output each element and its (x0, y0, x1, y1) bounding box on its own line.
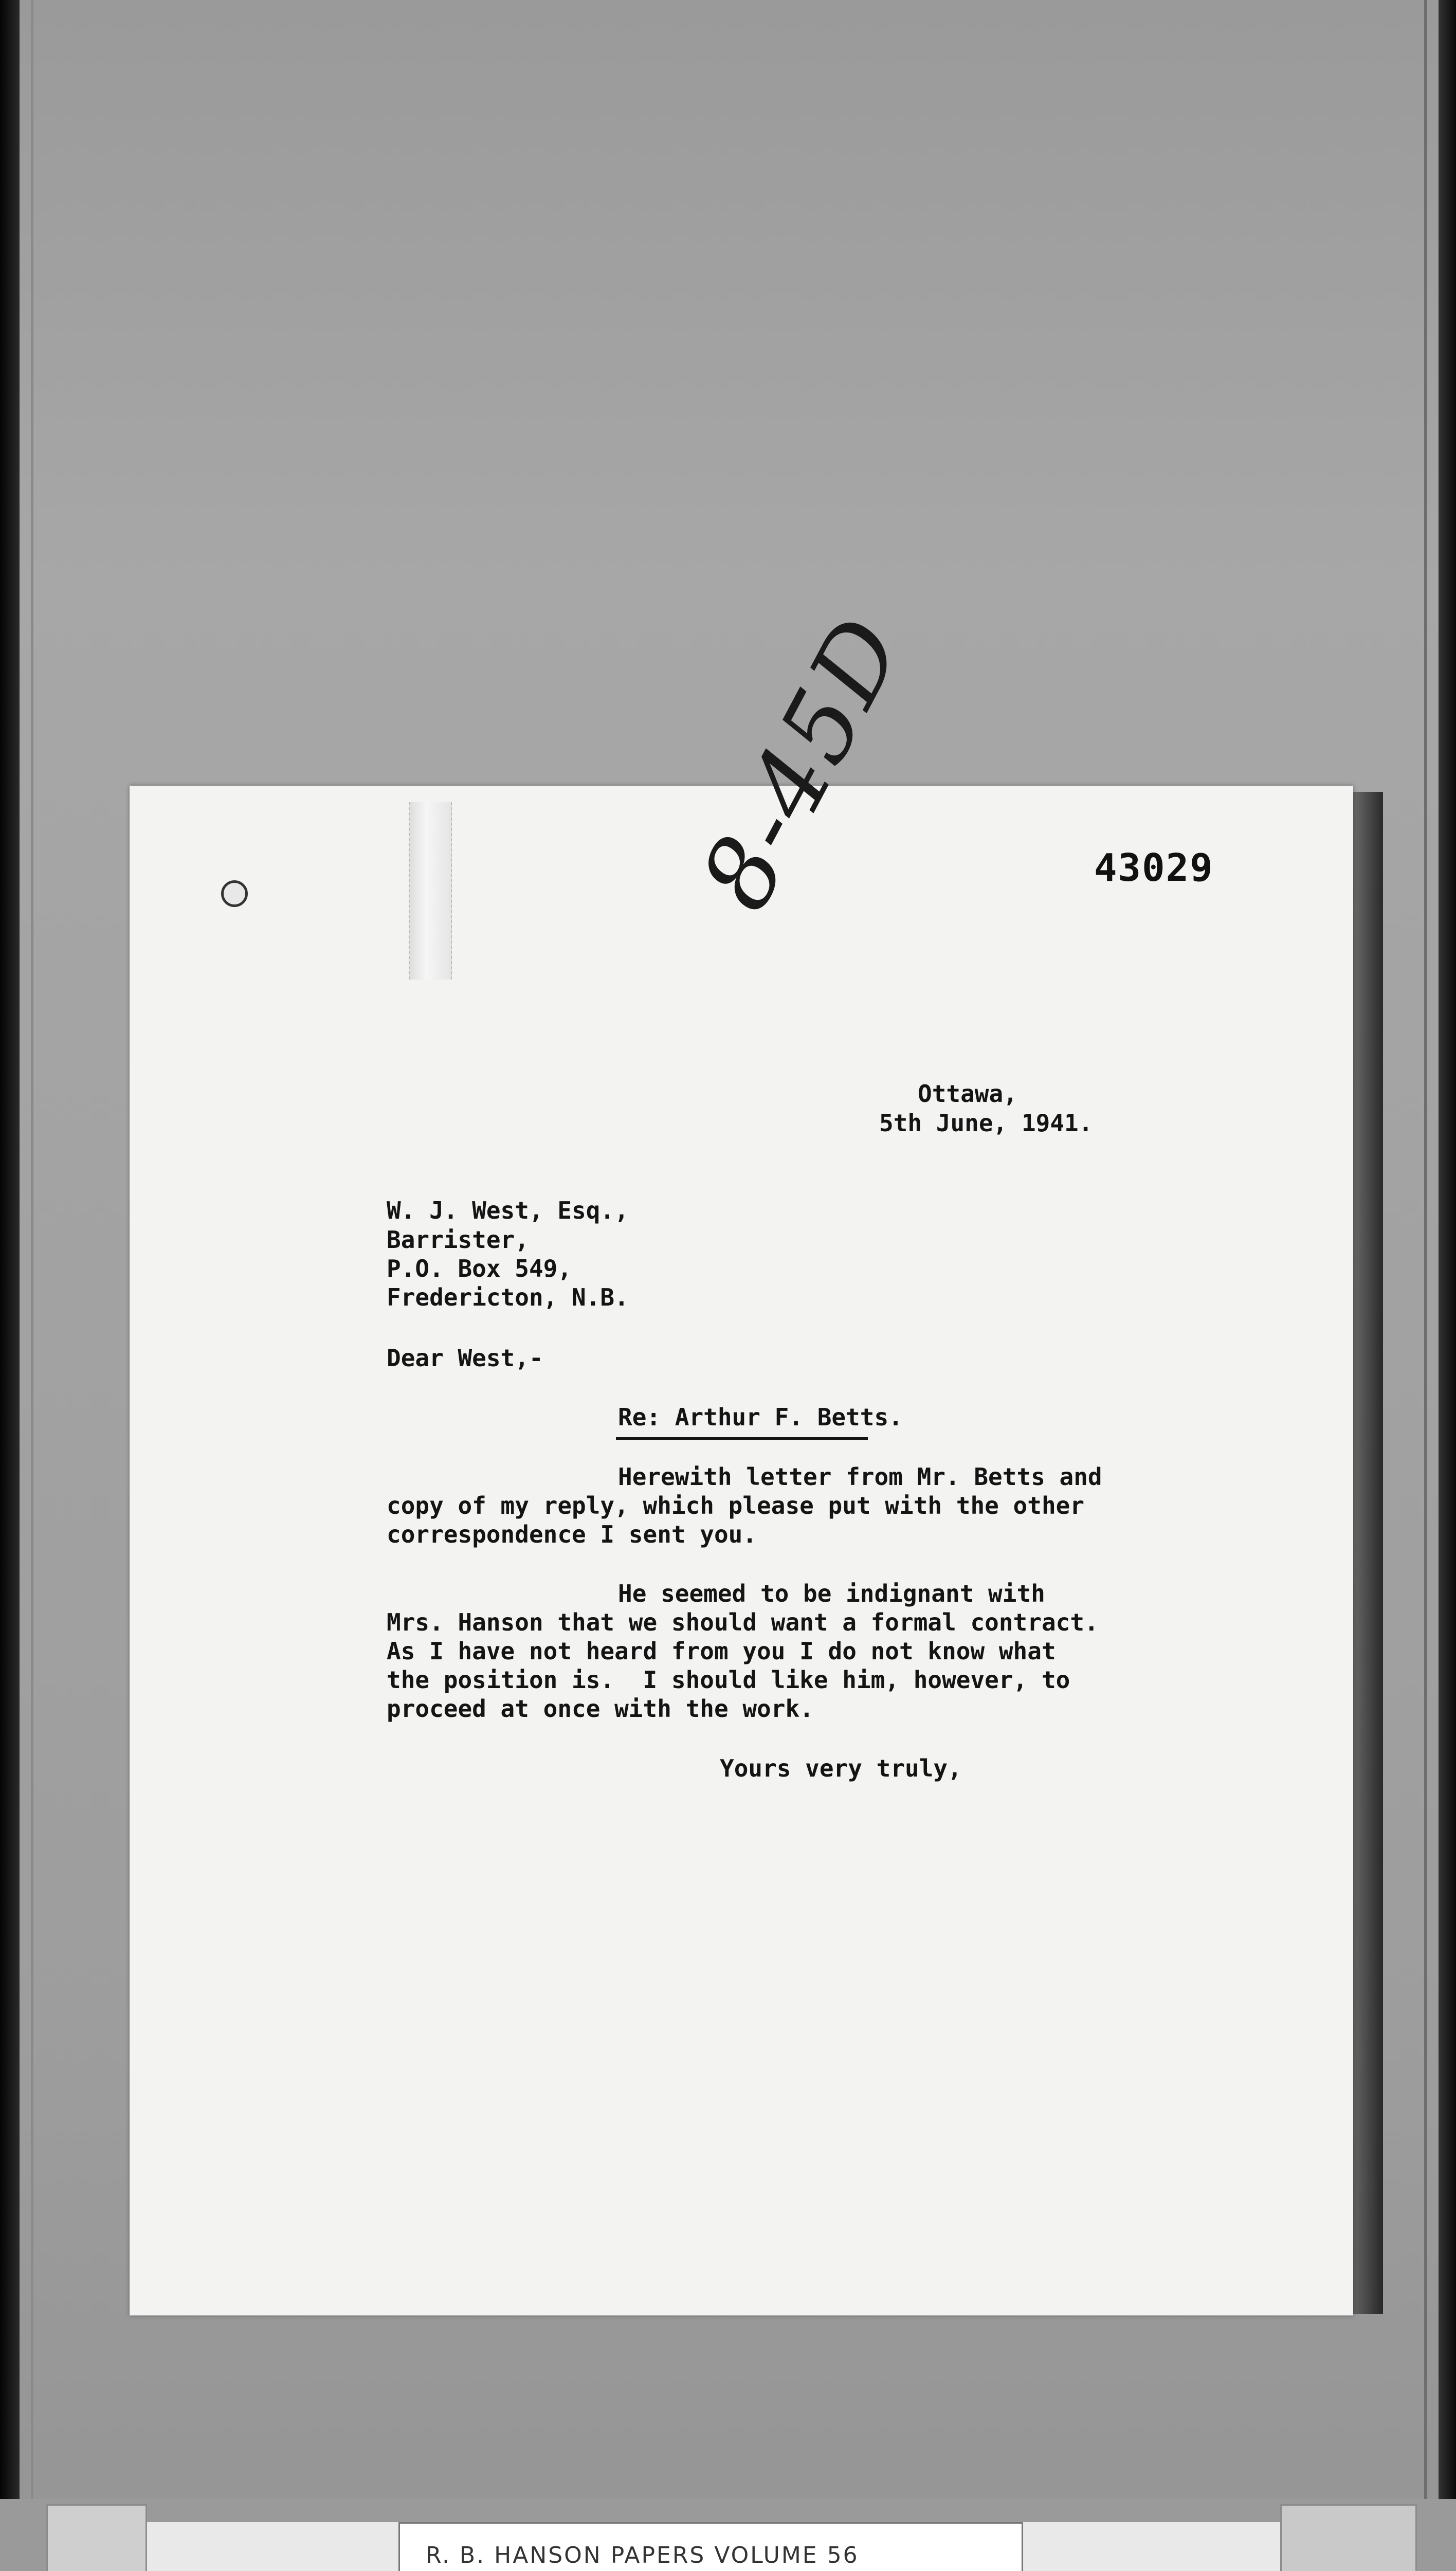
paragraph2-line2: Mrs. Hanson that we should want a formal contract. (387, 1608, 1099, 1636)
paragraph2-line3: As I have not heard from you I do not know what (387, 1637, 1056, 1665)
document-number: 43029 (1094, 846, 1214, 890)
mount-seam-right (1424, 0, 1427, 2499)
recipient-title: Barrister, (387, 1226, 529, 1254)
clip-left (46, 2504, 147, 2571)
letter-page (130, 786, 1353, 2315)
recipient-city: Fredericton, N.B. (387, 1283, 629, 1311)
paragraph1-line2: copy of my reply, which please put with the other (387, 1492, 1085, 1519)
mount-seam-left (31, 0, 33, 2499)
handwritten-file-note: 8-45D (679, 598, 926, 928)
salutation: Dear West,- (387, 1344, 543, 1372)
letter-place: Ottawa, (918, 1080, 1017, 1108)
clip-right (1280, 2504, 1417, 2571)
paragraph2-line5: proceed at once with the work. (387, 1695, 814, 1723)
paragraph2-line1: He seemed to be indignant with (618, 1580, 1045, 1607)
punch-hole-icon (221, 880, 248, 907)
closing: Yours very truly, (720, 1754, 962, 1782)
frame-edge-left (0, 0, 20, 2571)
paragraph2-line4: the position is. I should like him, however, to (387, 1666, 1070, 1694)
volume-tag: R. B. HANSON PAPERS VOLUME 56 (398, 2522, 1023, 2571)
recipient-name: W. J. West, Esq., (387, 1197, 629, 1224)
letter-date: 5th June, 1941. (879, 1109, 1093, 1137)
frame-edge-right (1439, 0, 1456, 2571)
subject-line: Re: Arthur F. Betts. (618, 1403, 903, 1431)
paragraph1-line3: correspondence I sent you. (387, 1520, 757, 1548)
tape-strip (409, 802, 452, 980)
paragraph1-line1: Herewith letter from Mr. Betts and (618, 1463, 1102, 1491)
recipient-box: P.O. Box 549, (387, 1255, 572, 1282)
subject-underline (616, 1437, 868, 1440)
